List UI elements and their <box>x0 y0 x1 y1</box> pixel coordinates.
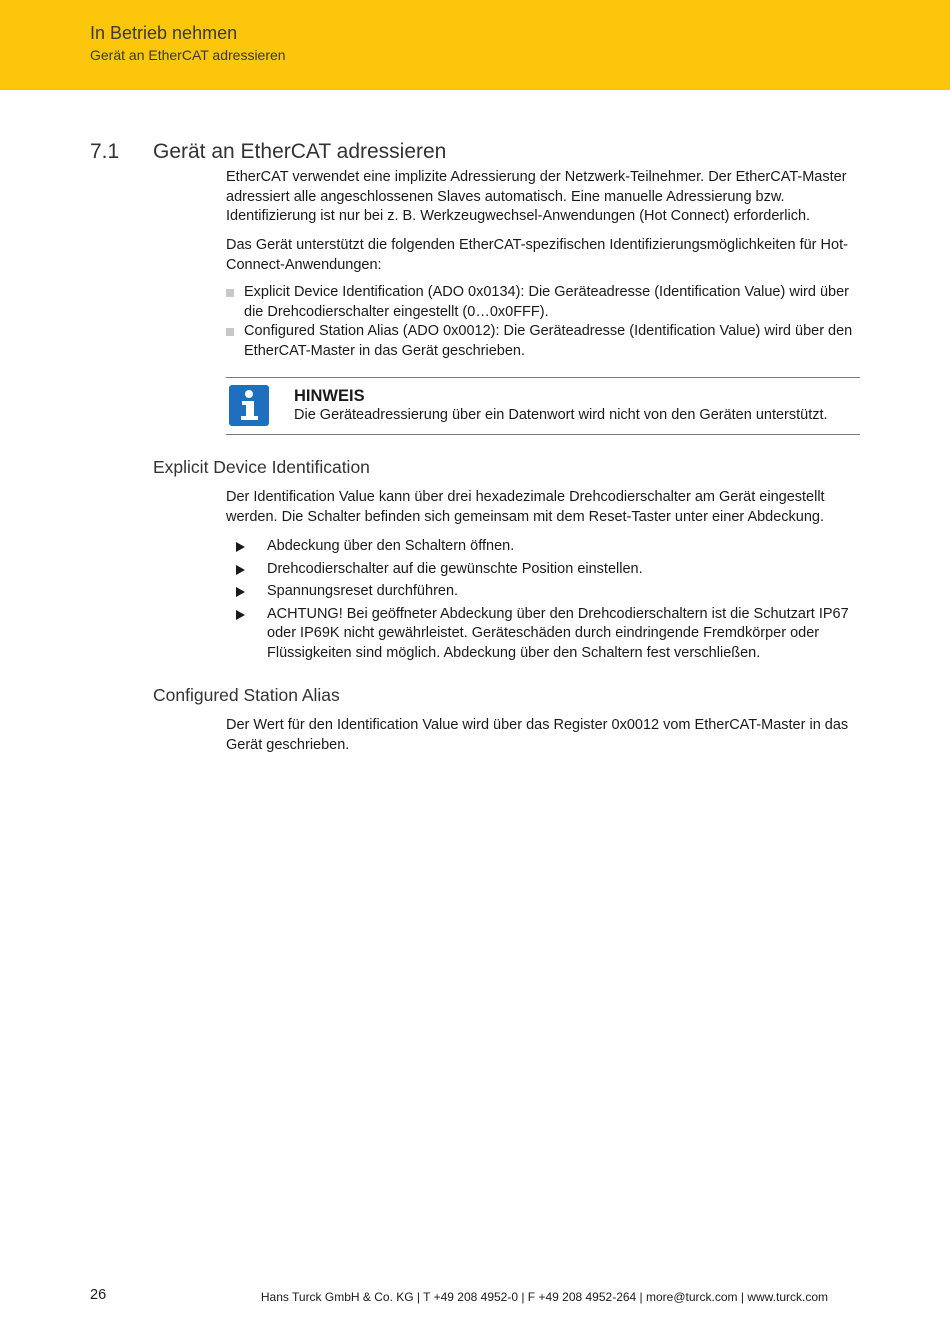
list-item-text: Configured Station Alias (ADO 0x0012): Die Geräteadresse (Identification Value) wird über den EtherCAT-Master in das Gerät geschrieben. <box>244 323 853 359</box>
triangle-bullet-icon <box>236 542 245 552</box>
list-item <box>226 605 856 664</box>
action-steps-list <box>226 537 856 666</box>
notice-text: Die Geräteadressierung über ein Datenwort wird nicht von den Geräten unterstützt. <box>294 407 828 423</box>
list-item-text: Explicit Device Identification (ADO 0x0134): Die Geräteadresse (Identification Value) wird über die Drehcodierschalter eingestellt (0…0x0FFF). <box>244 284 849 320</box>
triangle-bullet-icon <box>236 565 245 575</box>
info-icon <box>229 385 269 426</box>
footer-contact: Hans Turck GmbH & Co. KG | T +49 208 4952-0 | F +49 208 4952-264 | more@turck.com | www.turck.com <box>260 1290 828 1304</box>
section-number: 7.1 <box>90 140 120 163</box>
list-item-text: ACHTUNG! Bei geöffneter Abdeckung über den Drehcodierschaltern ist die Schutzart IP67 oder IP69K nicht gewährleistet. Geräteschäden durch eindringende Fremdkörper oder Flüssigkeiten sind möglich. Abdeckung über den Schaltern fest verschließen. <box>267 605 849 661</box>
page-number: 26 <box>90 1287 107 1303</box>
list-item-text: Abdeckung über den Schaltern öffnen. <box>267 538 515 554</box>
header-chapter-title: In Betrieb nehmen <box>90 23 238 43</box>
list-item <box>226 560 856 580</box>
notice-box <box>226 377 860 435</box>
list-item <box>226 582 856 602</box>
header-section-subtitle: Gerät an EtherCAT adressieren <box>90 47 286 63</box>
explicit-paragraph: Der Identification Value kann über drei hexadezimale Drehcodierschalter am Gerät eingestellt werden. Die Schalter befinden sich gemeinsam mit dem Reset-Taster unter einer Abdeckung. <box>226 489 825 525</box>
square-bullet-icon <box>226 328 234 336</box>
triangle-bullet-icon <box>236 610 245 620</box>
notice-heading: HINWEIS <box>294 387 365 405</box>
list-item <box>226 283 856 322</box>
support-paragraph: Das Gerät unterstützt die folgenden EtherCAT-spezifischen Identifizierungsmöglichkeiten für Hot-Connect-Anwendungen: <box>226 237 848 273</box>
list-item <box>226 322 856 361</box>
section-title: Gerät an EtherCAT adressieren <box>153 140 447 163</box>
square-bullet-icon <box>226 289 234 297</box>
identification-options-list <box>226 283 856 361</box>
intro-paragraph: EtherCAT verwendet eine implizite Adressierung der Netzwerk-Teilnehmer. Der EtherCAT-Master adressiert alle angeschlossenen Slaves automatisch. Eine manuelle Adressierung bzw. Identifizierung ist nur bei z. B. Werkzeugwechsel-Anwendungen (Hot Connect) erforderlich. <box>226 169 847 224</box>
triangle-bullet-icon <box>236 587 245 597</box>
list-item <box>226 537 856 557</box>
list-item-text: Spannungsreset durchführen. <box>267 583 459 599</box>
configured-heading: Configured Station Alias <box>153 685 340 705</box>
list-item-text: Drehcodierschalter auf die gewünschte Position einstellen. <box>267 560 643 577</box>
configured-paragraph: Der Wert für den Identification Value wird über das Register 0x0012 vom EtherCAT-Master in das Gerät geschrieben. <box>226 717 849 753</box>
explicit-heading: Explicit Device Identification <box>153 457 370 477</box>
page-header <box>0 0 950 90</box>
